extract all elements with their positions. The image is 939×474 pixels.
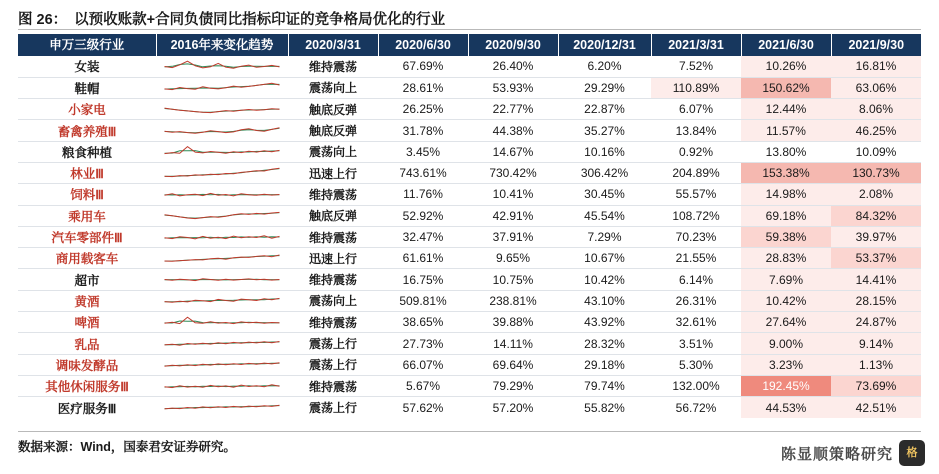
cell-trend-label: 维持震荡 (288, 312, 378, 333)
cell-value: 110.89% (651, 77, 741, 98)
cell-value: 130.73% (831, 162, 921, 183)
cell-value: 10.09% (831, 141, 921, 162)
cell-trend-sparkline (156, 290, 288, 311)
table-row (18, 269, 921, 290)
cell-industry: 超市 (18, 269, 156, 290)
cell-value: 42.51% (831, 397, 921, 418)
cell-value: 28.32% (558, 333, 651, 354)
cell-value: 29.18% (558, 354, 651, 375)
cell-value: 2.08% (831, 184, 921, 205)
cell-value: 55.82% (584, 400, 625, 415)
cell-value: 3.45% (378, 141, 468, 162)
cell-value: 42.91% (468, 205, 558, 226)
cell-value: 32.47% (378, 226, 468, 247)
cell-value: 14.67% (468, 141, 558, 162)
cell-value: 238.81% (468, 290, 558, 311)
cell-value: 6.14% (651, 269, 741, 290)
cell-trend-label: 触底反弹 (288, 120, 378, 141)
cell-industry: 乳品 (18, 333, 156, 354)
cell-value: 26.31% (651, 290, 741, 311)
cell-value: 108.72% (651, 205, 741, 226)
cell-trend-label: 维持震荡 (288, 269, 378, 290)
cell-value: 13.80% (741, 141, 831, 162)
cell-value: 12.44% (741, 99, 831, 120)
cell-value: 509.81% (378, 290, 468, 311)
data-table (18, 34, 921, 418)
table-row (18, 290, 921, 311)
cell-value: 32.61% (651, 312, 741, 333)
cell-trend-sparkline (156, 184, 288, 205)
cell-value: 61.61% (378, 248, 468, 269)
cell-trend-label: 震荡上行 (288, 354, 378, 375)
table-row (18, 77, 921, 98)
cell-value: 14.41% (831, 269, 921, 290)
cell-value: 79.29% (468, 375, 558, 396)
header-cell-2020-12-31: 2020/12/31 (558, 34, 651, 56)
cell-value: 204.89% (651, 162, 741, 183)
header-cell-industry: 申万三级行业 (18, 34, 156, 56)
cell-trend-sparkline (156, 99, 288, 120)
cell-value: 30.45% (558, 184, 651, 205)
cell-value: 7.29% (558, 226, 651, 247)
table-row (18, 205, 921, 226)
cell-value: 43.10% (558, 290, 651, 311)
cell-value: 67.69% (378, 56, 468, 77)
cell-value: 28.61% (378, 77, 468, 98)
cell-value: 56.72% (675, 400, 717, 415)
figure-number: 图 26： (18, 12, 68, 28)
cell-value: 743.61% (378, 162, 468, 183)
cell-value: 45.54% (558, 205, 651, 226)
table-row (18, 354, 921, 375)
cell-value: 70.23% (651, 226, 741, 247)
cell-value: 7.69% (741, 269, 831, 290)
cell-trend-label: 维持震荡 (288, 184, 378, 205)
cell-trend-sparkline (156, 312, 288, 333)
cell-industry: 啤酒 (18, 312, 156, 333)
cell-value: 31.78% (378, 120, 468, 141)
cell-value: 8.06% (831, 99, 921, 120)
cell-value: 1.13% (831, 354, 921, 375)
cell-value: 28.15% (831, 290, 921, 311)
cell-value: 27.73% (378, 333, 468, 354)
cell-trend-label: 维持震荡 (288, 226, 378, 247)
cell-trend-label: 触底反弹 (288, 205, 378, 226)
cell-industry: 其他休闲服务Ⅲ (18, 375, 156, 396)
cell-value: 79.74% (558, 375, 651, 396)
cell-value: 29.29% (558, 77, 651, 98)
cell-industry: 饲料Ⅲ (18, 184, 156, 205)
cell-value: 38.65% (378, 312, 468, 333)
cell-industry: 商用载客车 (18, 248, 156, 269)
cell-value: 10.42% (741, 290, 831, 311)
cell-trend-sparkline (156, 120, 288, 141)
cell-value: 3.51% (651, 333, 741, 354)
cell-value: 28.83% (741, 248, 831, 269)
table-row (18, 333, 921, 354)
cell-trend-label: 维持震荡 (288, 56, 378, 77)
cell-value: 44.38% (468, 120, 558, 141)
figure-title-text: 以预收账款+合同负债同比指标印证的竞争格局优化的行业 (74, 12, 446, 28)
table-row (18, 312, 921, 333)
cell-industry: 黄酒 (18, 290, 156, 311)
cell-value: 39.88% (468, 312, 558, 333)
header-cell-2020-03-31: 2020/3/31 (288, 34, 378, 56)
cell-value: 46.25% (831, 120, 921, 141)
cell-value: 22.87% (558, 99, 651, 120)
cell-industry: 鞋帽 (18, 77, 156, 98)
cell-value: 69.64% (468, 354, 558, 375)
cell-trend-sparkline (156, 162, 288, 183)
cell-value: 84.32% (831, 205, 921, 226)
watermark-badge-icon: 格 (899, 440, 925, 466)
cell-value: 69.18% (741, 205, 831, 226)
table-row (18, 120, 921, 141)
cell-value: 9.00% (741, 333, 831, 354)
cell-value: 153.38% (741, 162, 831, 183)
cell-value: 10.67% (558, 248, 651, 269)
cell-value: 5.30% (651, 354, 741, 375)
cell-industry: 林业Ⅲ (18, 162, 156, 183)
header-cell-2021-06-30: 2021/6/30 (741, 34, 831, 56)
cell-value: 10.42% (558, 269, 651, 290)
watermark-text: 陈显顺策略研究 (780, 445, 893, 463)
header-cell-2020-09-30: 2020/9/30 (468, 34, 558, 56)
cell-value: 10.16% (558, 141, 651, 162)
cell-trend-sparkline (156, 333, 288, 354)
cell-trend-sparkline (156, 56, 288, 77)
cell-trend-sparkline (156, 269, 288, 290)
cell-value: 10.75% (468, 269, 558, 290)
table-row (18, 397, 921, 418)
cell-trend-label: 迅速上行 (288, 162, 378, 183)
cell-value: 132.00% (651, 375, 741, 396)
header-cell-2021-03-31: 2021/3/31 (651, 34, 741, 56)
table-body (18, 56, 921, 418)
cell-value: 39.97% (831, 226, 921, 247)
cell-value: 6.20% (558, 56, 651, 77)
cell-value: 11.76% (378, 184, 468, 205)
table-row (18, 226, 921, 247)
cell-trend-sparkline (156, 205, 288, 226)
cell-trend-label: 维持震荡 (288, 375, 378, 396)
cell-trend-label: 震荡上行 (288, 333, 378, 354)
cell-value: 73.69% (831, 375, 921, 396)
table-row (18, 375, 921, 396)
header-cell-2021-09-30: 2021/9/30 (831, 34, 921, 56)
data-table-wrapper (18, 34, 921, 418)
table-row (18, 162, 921, 183)
cell-value: 10.41% (468, 184, 558, 205)
footer-divider (18, 431, 921, 432)
cell-industry: 女装 (18, 56, 156, 77)
cell-value: 7.52% (651, 56, 741, 77)
cell-value: 6.07% (651, 99, 741, 120)
cell-trend-sparkline (156, 141, 288, 162)
cell-value: 11.57% (741, 120, 831, 141)
cell-industry: 医疗服务Ⅲ (57, 401, 117, 416)
cell-value: 14.98% (741, 184, 831, 205)
cell-industry: 调味发酵品 (18, 354, 156, 375)
cell-value: 59.38% (741, 226, 831, 247)
cell-value: 43.92% (558, 312, 651, 333)
cell-value: 35.27% (558, 120, 651, 141)
cell-trend-sparkline (156, 375, 288, 396)
cell-trend-label: 触底反弹 (288, 99, 378, 120)
cell-trend-sparkline (156, 248, 288, 269)
cell-value: 52.92% (378, 205, 468, 226)
cell-industry: 汽车零部件Ⅲ (18, 226, 156, 247)
cell-trend-label: 迅速上行 (288, 248, 378, 269)
header-cell-2020-06-30: 2020/6/30 (378, 34, 468, 56)
cell-value: 3.23% (741, 354, 831, 375)
cell-industry: 乘用车 (18, 205, 156, 226)
cell-value: 55.57% (651, 184, 741, 205)
cell-trend-sparkline (156, 226, 288, 247)
cell-value: 0.92% (651, 141, 741, 162)
table-row (18, 56, 921, 77)
cell-trend-label: 震荡向上 (288, 77, 378, 98)
source-note: 数据来源：Wind，国泰君安证券研究。 (18, 440, 236, 454)
cell-value: 24.87% (831, 312, 921, 333)
cell-value: 14.11% (468, 333, 558, 354)
figure-title (18, 8, 928, 29)
cell-value: 16.81% (831, 56, 921, 77)
header-row (18, 34, 921, 56)
cell-value: 16.75% (378, 269, 468, 290)
watermark (781, 440, 925, 466)
title-divider (18, 29, 921, 30)
cell-value: 22.77% (468, 99, 558, 120)
cell-industry: 粮食种植 (18, 141, 156, 162)
cell-industry: 小家电 (18, 99, 156, 120)
cell-value: 21.55% (651, 248, 741, 269)
cell-trend-sparkline (156, 397, 288, 418)
table-header (18, 34, 921, 56)
cell-value: 13.84% (651, 120, 741, 141)
cell-value: 26.25% (378, 99, 468, 120)
cell-trend-label: 震荡上行 (308, 401, 357, 416)
cell-trend-label: 震荡向上 (288, 141, 378, 162)
cell-value: 5.67% (378, 375, 468, 396)
cell-value: 730.42% (468, 162, 558, 183)
cell-value: 63.06% (831, 77, 921, 98)
cell-value: 37.91% (468, 226, 558, 247)
cell-trend-sparkline (156, 77, 288, 98)
table-row (18, 184, 921, 205)
cell-value: 66.07% (378, 354, 468, 375)
cell-value: 9.14% (831, 333, 921, 354)
cell-value: 57.20% (492, 400, 534, 415)
cell-value: 306.42% (558, 162, 651, 183)
cell-value: 26.40% (468, 56, 558, 77)
cell-value: 57.62% (402, 400, 444, 415)
cell-value: 150.62% (741, 77, 831, 98)
cell-value: 9.65% (468, 248, 558, 269)
cell-industry: 畜禽养殖Ⅲ (18, 120, 156, 141)
cell-trend-sparkline (156, 354, 288, 375)
cell-value: 53.37% (831, 248, 921, 269)
cell-trend-label: 震荡向上 (288, 290, 378, 311)
table-row (18, 141, 921, 162)
cell-value: 44.53% (741, 397, 831, 418)
cell-value: 53.93% (468, 77, 558, 98)
table-row (18, 99, 921, 120)
cell-value: 10.26% (741, 56, 831, 77)
cell-value: 192.45% (741, 375, 831, 396)
cell-value: 27.64% (741, 312, 831, 333)
table-row (18, 248, 921, 269)
header-cell-trend: 2016年来变化趋势 (156, 34, 288, 56)
